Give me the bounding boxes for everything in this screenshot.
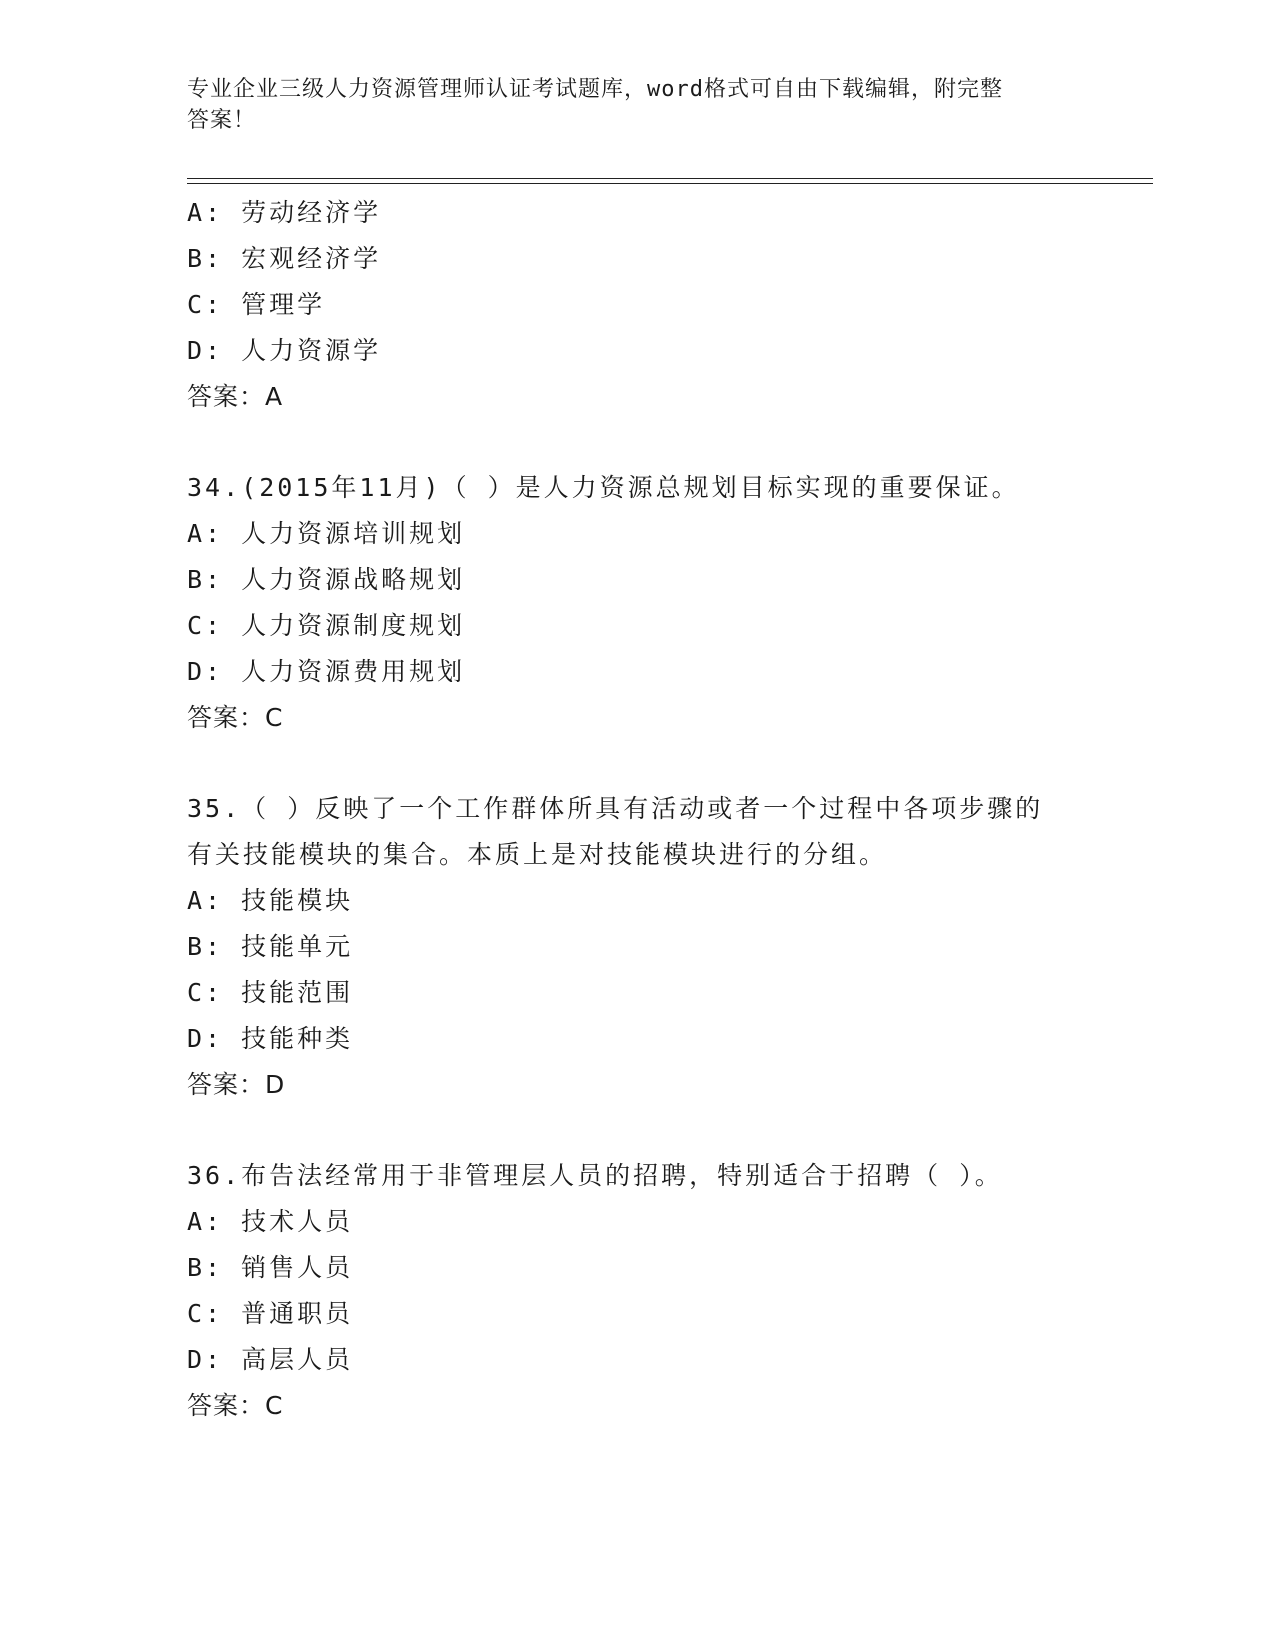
option-d: D: 高层人员 [187,1345,354,1374]
question-36 [187,1153,1087,1429]
header-line-1: 专业企业三级人力资源管理师认证考试题库，word格式可自由下载编辑，附完整 [187,77,1003,102]
answer-line: 答案：C [187,1391,284,1420]
option-c: C: 技能范围 [187,978,354,1007]
header-divider-bottom [187,183,1153,184]
question-33 [187,190,1087,420]
answer-line: 答案：C [187,703,284,732]
option-b: B: 销售人员 [187,1253,354,1282]
option-d: D: 技能种类 [187,1024,354,1053]
question-stem: 34.(2015年11月)（ ）是人力资源总规划目标实现的重要保证。 [187,473,1020,502]
question-35 [187,786,1087,1108]
answer-line: 答案：A [187,382,284,411]
option-b: B: 宏观经济学 [187,244,382,273]
question-spacer [187,420,1087,465]
option-b: B: 人力资源战略规划 [187,565,466,594]
question-stem-line-2: 有关技能模块的集合。本质上是对技能模块进行的分组。 [187,840,888,869]
document-header [187,74,1067,136]
option-a: A: 劳动经济学 [187,198,382,227]
question-34 [187,465,1087,741]
question-list [187,190,1087,1429]
question-spacer [187,741,1087,786]
option-a: A: 技术人员 [187,1207,354,1236]
header-divider-top [187,178,1153,179]
option-c: C: 管理学 [187,290,326,319]
question-stem: 36.布告法经常用于非管理层人员的招聘，特别适合于招聘（ ）。 [187,1161,1003,1190]
option-a: A: 人力资源培训规划 [187,519,466,548]
option-a: A: 技能模块 [187,886,354,915]
question-stem-line-1: 35.（ ）反映了一个工作群体所具有活动或者一个过程中各项步骤的 [187,794,1044,823]
option-c: C: 人力资源制度规划 [187,611,466,640]
answer-line: 答案：D [187,1070,286,1099]
option-d: D: 人力资源学 [187,336,382,365]
option-b: B: 技能单元 [187,932,354,961]
header-line-2: 答案！ [187,108,257,133]
option-d: D: 人力资源费用规划 [187,657,466,686]
question-spacer [187,1108,1087,1153]
option-c: C: 普通职员 [187,1299,354,1328]
